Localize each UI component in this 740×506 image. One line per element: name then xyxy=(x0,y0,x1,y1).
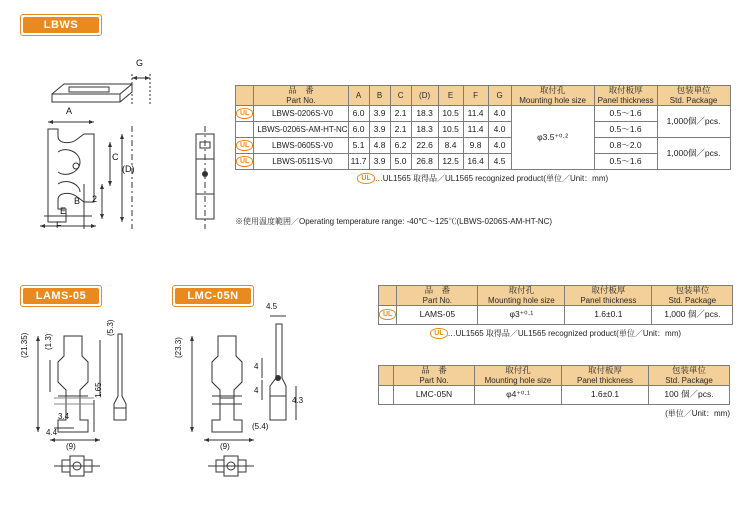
table-row xyxy=(379,385,730,404)
th-ul xyxy=(236,86,254,106)
table-row xyxy=(236,105,731,121)
cell-ul: UL xyxy=(236,137,254,153)
cell-f: 11.4 xyxy=(463,105,488,121)
table-row xyxy=(236,153,731,169)
lmc-dim-2: 4.5 xyxy=(266,302,278,311)
th-ul xyxy=(379,286,397,306)
cell-package: 1,000個／pcs. xyxy=(657,105,730,137)
lbws-dim-f: F xyxy=(56,220,62,230)
lbws-ul-note: UL …UL1565 取得品／UL1565 recognized product (単位／Unit：mm) xyxy=(235,173,731,184)
th-panel: 取付板厚 Panel thickness xyxy=(562,366,649,386)
th-d: (D) xyxy=(411,86,438,106)
table-row xyxy=(379,305,733,324)
cell-partno: LBWS-0511S-V0 xyxy=(254,153,348,169)
th-a: A xyxy=(348,86,369,106)
table-header-row xyxy=(236,86,731,106)
th-b: B xyxy=(369,86,390,106)
cell-panel: 1.6±0.1 xyxy=(565,305,652,324)
lams-dim-6: 4.4 xyxy=(46,428,58,437)
cell-g: 4.5 xyxy=(488,153,511,169)
cell-partno: LBWS-0206S-AM-HT-NC xyxy=(254,121,348,137)
cell-d: 22.6 xyxy=(411,137,438,153)
cell-panel: 0.5〜1.6 xyxy=(594,105,657,121)
cell-package: 1,000 個／pcs. xyxy=(652,305,733,324)
lbws-dim-e: E xyxy=(60,206,67,216)
lams-table-wrap xyxy=(378,285,733,339)
lams-ul-note: UL …UL1565 取得品／UL1565 recognized product (単位／Unit：mm) xyxy=(378,328,733,339)
cell-partno: LAMS-05 xyxy=(397,305,478,324)
lmc-drawing xyxy=(166,300,326,496)
lams-drawing xyxy=(14,300,164,496)
cell-b: 3.9 xyxy=(369,121,390,137)
lmc-dim-5: 4.3 xyxy=(292,396,304,405)
cell-c: 2.1 xyxy=(390,121,411,137)
cell-d: 18.3 xyxy=(411,105,438,121)
cell-c: 2.1 xyxy=(390,105,411,121)
th-panel: 取付板厚 Panel thickness xyxy=(565,286,652,306)
section-title-lbws-label: LBWS xyxy=(23,17,99,33)
lmc-dim-4: 4 xyxy=(254,386,259,395)
lams-dim-5: 3.4 xyxy=(58,412,70,421)
th-c: C xyxy=(390,86,411,106)
cell-ul: UL xyxy=(236,153,254,169)
section-title-lbws xyxy=(20,14,102,36)
cell-f: 16.4 xyxy=(463,153,488,169)
lmc-dim-6: (5.4) xyxy=(252,422,269,431)
lams-table xyxy=(378,285,733,325)
cell-hole: φ4⁺⁰·¹ xyxy=(475,385,562,404)
lams-dim-2: (1.3) xyxy=(44,333,53,350)
section-title-lams-label: LAMS-05 xyxy=(23,288,99,304)
lbws-dim-g: G xyxy=(136,58,144,68)
lbws-ul-note-text: …UL1565 取得品／UL1565 recognized product xyxy=(374,173,544,183)
cell-d: 18.3 xyxy=(411,121,438,137)
lbws-dim-d: (D) xyxy=(122,164,135,174)
cell-ul: UL xyxy=(379,305,397,324)
cell-a: 6.0 xyxy=(348,121,369,137)
th-f: F xyxy=(463,86,488,106)
th-package: 包装単位 Std. Package xyxy=(649,366,730,386)
lmc-table xyxy=(378,365,730,405)
cell-c: 5.0 xyxy=(390,153,411,169)
lams-dim-4: 1.65 xyxy=(94,382,103,398)
cell-ul xyxy=(236,121,254,137)
table-header-row xyxy=(379,366,730,386)
lmc-dim-1: (23.3) xyxy=(174,337,183,358)
lmc-dim-7: (9) xyxy=(220,442,230,451)
cell-f: 9.8 xyxy=(463,137,488,153)
table-row xyxy=(236,121,731,137)
lbws-drawing xyxy=(14,34,229,229)
lbws-temp-note: ※使用温度範囲／Operating temperature range: -40℃〜125℃(LBWS-0206S-AM-HT-NC) xyxy=(235,217,553,226)
lams-dim-1: (21.35) xyxy=(20,332,29,358)
th-hole: 取付孔 Mounting hole size xyxy=(511,86,594,106)
th-package: 包装単位 Std. Package xyxy=(652,286,733,306)
cell-panel: 0.5〜1.6 xyxy=(594,121,657,137)
cell-a: 5.1 xyxy=(348,137,369,153)
lbws-dim-2: 2 xyxy=(92,194,98,204)
cell-hole: φ3.5⁺⁰·² xyxy=(511,105,594,169)
lbws-table-wrap xyxy=(235,85,731,184)
cell-ul: UL xyxy=(236,105,254,121)
th-partno: 品 番 Part No. xyxy=(394,366,475,386)
cell-f: 11.4 xyxy=(463,121,488,137)
cell-b: 3.9 xyxy=(369,153,390,169)
lams-dim-7: (9) xyxy=(66,442,76,451)
th-hole: 取付孔 Mounting hole size xyxy=(475,366,562,386)
cell-partno: LBWS-0206S-V0 xyxy=(254,105,348,121)
cell-package: 1,000個／pcs. xyxy=(657,137,730,169)
cell-e: 10.5 xyxy=(438,105,463,121)
cell-panel: 0.8〜2.0 xyxy=(594,137,657,153)
lbws-dim-c: C xyxy=(112,152,119,162)
lams-dim-3: (5.3) xyxy=(106,319,115,336)
th-partno: 品 番 Part No. xyxy=(254,86,348,106)
cell-panel: 1.6±0.1 xyxy=(562,385,649,404)
cell-e: 8.4 xyxy=(438,137,463,153)
th-hole: 取付孔 Mounting hole size xyxy=(478,286,565,306)
lbws-dim-b: B xyxy=(74,196,81,206)
cell-package: 100 個／pcs. xyxy=(649,385,730,404)
th-ul xyxy=(379,366,394,386)
cell-a: 11.7 xyxy=(348,153,369,169)
lbws-table xyxy=(235,85,731,170)
lams-unit-note: (単位／Unit：mm) xyxy=(616,328,682,338)
cell-g: 4.0 xyxy=(488,121,511,137)
th-panel: 取付板厚 Panel thickness xyxy=(594,86,657,106)
th-g: G xyxy=(488,86,511,106)
lmc-unit-note: (単位／Unit：mm) xyxy=(665,408,730,418)
table-header-row xyxy=(379,286,733,306)
lams-ul-note-text: …UL1565 取得品／UL1565 recognized product xyxy=(447,328,617,338)
cell-e: 10.5 xyxy=(438,121,463,137)
lbws-unit-note: (単位／Unit：mm) xyxy=(543,173,609,183)
cell-a: 6.0 xyxy=(348,105,369,121)
th-package: 包装単位 Std. Package xyxy=(657,86,730,106)
th-partno: 品 番 Part No. xyxy=(397,286,478,306)
table-row xyxy=(236,137,731,153)
cell-ul xyxy=(379,385,394,404)
cell-partno: LMC-05N xyxy=(394,385,475,404)
cell-hole: φ3⁺⁰·¹ xyxy=(478,305,565,324)
lbws-dim-a: A xyxy=(66,106,73,116)
cell-d: 26.8 xyxy=(411,153,438,169)
cell-partno: LBWS-0605S-V0 xyxy=(254,137,348,153)
cell-b: 3.9 xyxy=(369,105,390,121)
lmc-dim-3: 4 xyxy=(254,362,259,371)
cell-panel: 0.5〜1.6 xyxy=(594,153,657,169)
cell-c: 6.2 xyxy=(390,137,411,153)
section-title-lmc-label: LMC-05N xyxy=(175,288,251,304)
th-e: E xyxy=(438,86,463,106)
cell-g: 4.0 xyxy=(488,105,511,121)
cell-b: 4.8 xyxy=(369,137,390,153)
lmc-table-wrap xyxy=(378,365,730,419)
cell-g: 4.0 xyxy=(488,137,511,153)
cell-e: 12.5 xyxy=(438,153,463,169)
